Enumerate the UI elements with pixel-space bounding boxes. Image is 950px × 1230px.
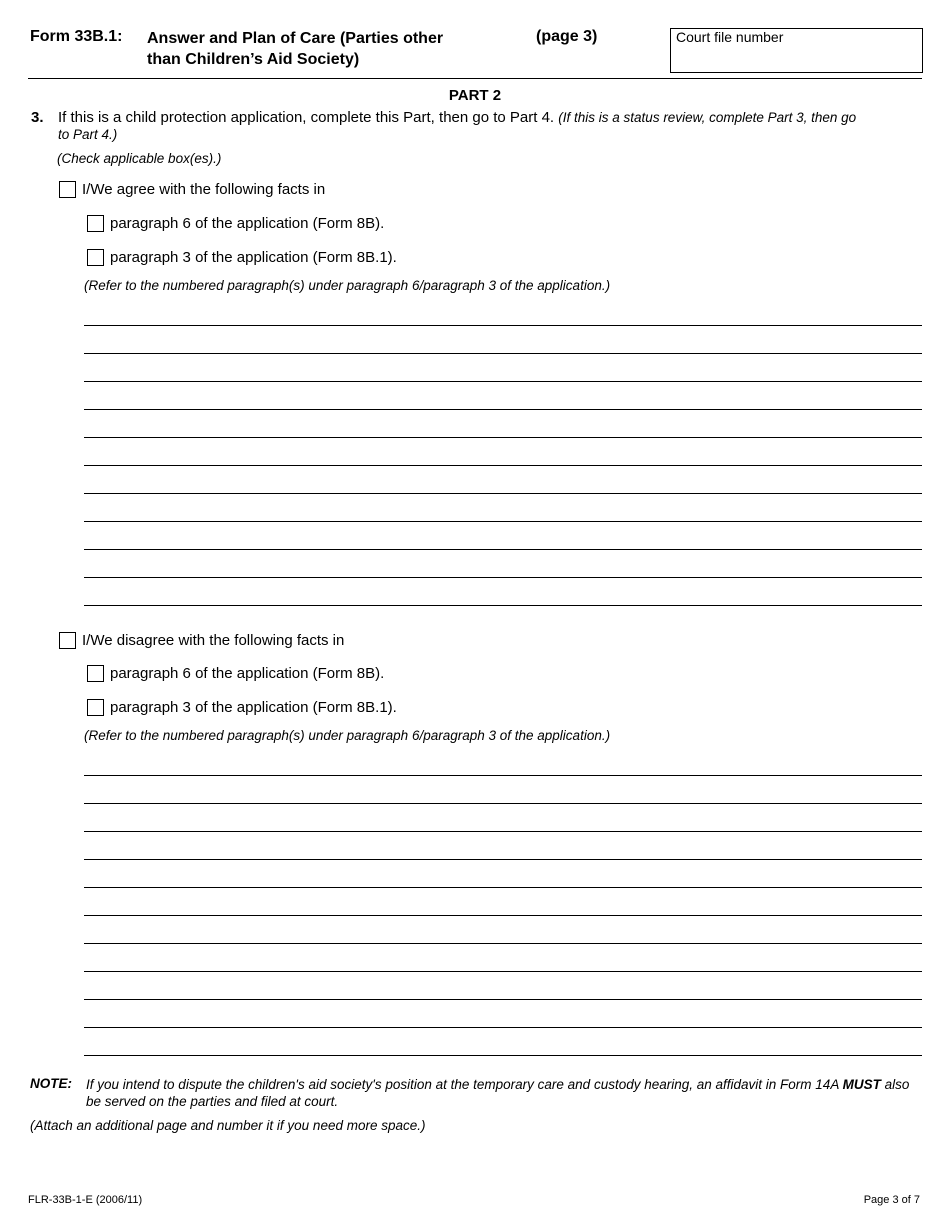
agree-write-line[interactable] bbox=[84, 465, 922, 466]
disagree-para3-label: paragraph 3 of the application (Form 8B.1). bbox=[110, 699, 397, 716]
agree-write-line[interactable] bbox=[84, 325, 922, 326]
agree-write-line[interactable] bbox=[84, 353, 922, 354]
disagree-write-line[interactable] bbox=[84, 1027, 922, 1028]
disagree-write-line[interactable] bbox=[84, 943, 922, 944]
disagree-write-line[interactable] bbox=[84, 831, 922, 832]
disagree-refer-note: (Refer to the numbered paragraph(s) under paragraph 6/paragraph 3 of the application.) bbox=[84, 728, 611, 743]
question-italic: (If this is a status review, complete Part 3, then go to Part 4.) bbox=[58, 110, 857, 142]
page-number: Page 3 of 7 bbox=[863, 1194, 920, 1206]
agree-para3-label: paragraph 3 of the application (Form 8B.1). bbox=[110, 249, 397, 266]
disagree-write-line[interactable] bbox=[84, 859, 922, 860]
agree-para6-checkbox[interactable] bbox=[87, 215, 104, 232]
form-title-line2: than Children’s Aid Society) bbox=[147, 51, 360, 68]
court-file-number-label: Court file number bbox=[676, 29, 784, 45]
note-label: NOTE: bbox=[30, 1076, 72, 1091]
part-heading: PART 2 bbox=[448, 87, 502, 104]
agree-write-line[interactable] bbox=[84, 437, 922, 438]
disagree-write-line[interactable] bbox=[84, 887, 922, 888]
disagree-write-line[interactable] bbox=[84, 971, 922, 972]
agree-write-line[interactable] bbox=[84, 493, 922, 494]
agree-write-line[interactable] bbox=[84, 381, 922, 382]
note-emphasis: MUST bbox=[842, 1077, 881, 1092]
court-file-number-field[interactable] bbox=[670, 28, 923, 73]
disagree-write-line[interactable] bbox=[84, 915, 922, 916]
disagree-write-line[interactable] bbox=[84, 1055, 922, 1056]
page-label: (page 3) bbox=[536, 28, 598, 45]
question-text bbox=[58, 109, 858, 143]
agree-row bbox=[59, 181, 325, 198]
check-instruction: (Check applicable box(es).) bbox=[57, 151, 222, 166]
header-divider bbox=[28, 78, 922, 79]
note-text-before: If you intend to dispute the children's aid society's position at the temporary care and custody hearing, an affidavit in Form 14A bbox=[86, 1077, 839, 1092]
disagree-write-line[interactable] bbox=[84, 775, 922, 776]
disagree-row bbox=[59, 632, 344, 649]
agree-label: I/We agree with the following facts in bbox=[82, 181, 326, 198]
form-title-line1: Answer and Plan of Care (Parties other bbox=[147, 30, 444, 47]
agree-para3-checkbox[interactable] bbox=[87, 249, 104, 266]
disagree-write-line[interactable] bbox=[84, 803, 922, 804]
disagree-option-2-row bbox=[87, 699, 397, 716]
disagree-para6-label: paragraph 6 of the application (Form 8B). bbox=[110, 665, 385, 682]
form-number: Form 33B.1: bbox=[30, 28, 123, 45]
question-main: If this is a child protection application, complete this Part, then go to Part 4. bbox=[58, 109, 555, 126]
agree-para6-label: paragraph 6 of the application (Form 8B). bbox=[110, 215, 385, 232]
disagree-para3-checkbox[interactable] bbox=[87, 699, 104, 716]
disagree-checkbox[interactable] bbox=[59, 632, 76, 649]
disagree-para6-checkbox[interactable] bbox=[87, 665, 104, 682]
note-text bbox=[86, 1076, 922, 1110]
agree-write-line[interactable] bbox=[84, 549, 922, 550]
disagree-write-line[interactable] bbox=[84, 999, 922, 1000]
note-text-after: also be served on the parties and filed at court. bbox=[86, 1077, 910, 1109]
disagree-option-1-row bbox=[87, 665, 384, 682]
form-code: FLR-33B-1-E (2006/11) bbox=[28, 1194, 143, 1206]
form-title bbox=[147, 28, 443, 70]
agree-refer-note: (Refer to the numbered paragraph(s) under paragraph 6/paragraph 3 of the application.) bbox=[84, 278, 611, 293]
agree-option-2-row bbox=[87, 249, 397, 266]
agree-write-line[interactable] bbox=[84, 521, 922, 522]
disagree-label: I/We disagree with the following facts in bbox=[82, 632, 345, 649]
agree-option-1-row bbox=[87, 215, 384, 232]
agree-write-line[interactable] bbox=[84, 605, 922, 606]
agree-write-line[interactable] bbox=[84, 409, 922, 410]
question-number: 3. bbox=[31, 109, 44, 126]
attach-instruction: (Attach an additional page and number it if you need more space.) bbox=[30, 1118, 426, 1133]
agree-checkbox[interactable] bbox=[59, 181, 76, 198]
agree-write-line[interactable] bbox=[84, 577, 922, 578]
